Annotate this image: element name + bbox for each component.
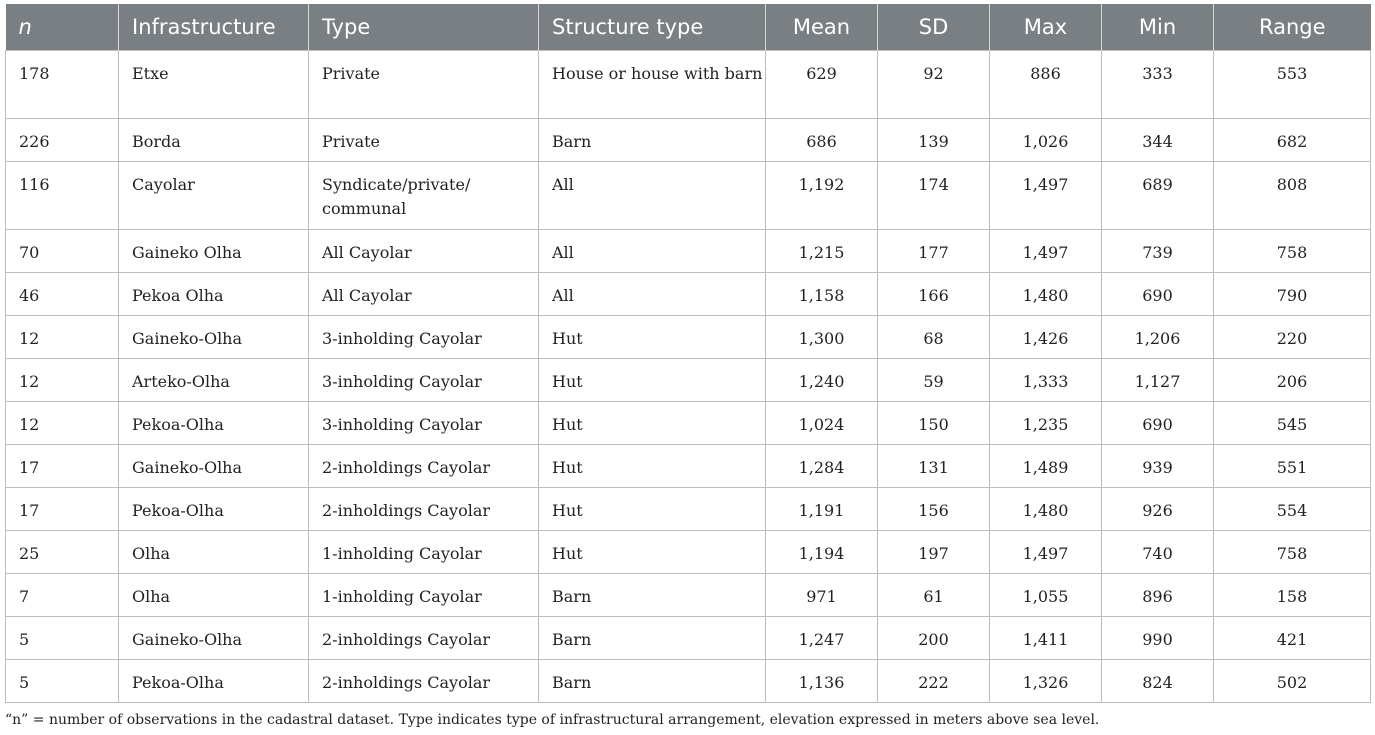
cell-sd: 150 bbox=[878, 401, 990, 444]
cell-sd: 139 bbox=[878, 118, 990, 161]
cell-sd: 59 bbox=[878, 358, 990, 401]
cell-structure-type: All bbox=[539, 272, 766, 315]
cell-type: 3-inholding Cayolar bbox=[309, 401, 539, 444]
table-row bbox=[6, 50, 1371, 118]
cell-max: 1,235 bbox=[990, 401, 1102, 444]
cell-infrastructure: Gaineko-Olha bbox=[119, 616, 309, 659]
cell-max: 1,326 bbox=[990, 659, 1102, 702]
cell-structure-type: All bbox=[539, 161, 766, 229]
cell-range: 545 bbox=[1214, 401, 1371, 444]
cell-n: 12 bbox=[6, 358, 119, 401]
cell-structure-type: Hut bbox=[539, 358, 766, 401]
cell-range: 758 bbox=[1214, 229, 1371, 272]
cell-type: All Cayolar bbox=[309, 229, 539, 272]
cell-type: All Cayolar bbox=[309, 272, 539, 315]
table-row bbox=[6, 573, 1371, 616]
cell-structure-type: Hut bbox=[539, 487, 766, 530]
table-row bbox=[6, 444, 1371, 487]
table-row bbox=[6, 358, 1371, 401]
cell-max: 1,026 bbox=[990, 118, 1102, 161]
cell-mean: 1,136 bbox=[766, 659, 878, 702]
table-header bbox=[6, 4, 1371, 50]
cell-sd: 61 bbox=[878, 573, 990, 616]
cell-max: 1,426 bbox=[990, 315, 1102, 358]
cell-range: 554 bbox=[1214, 487, 1371, 530]
cell-mean: 1,192 bbox=[766, 161, 878, 229]
cell-range: 682 bbox=[1214, 118, 1371, 161]
cell-max: 1,055 bbox=[990, 573, 1102, 616]
elevation-table bbox=[5, 4, 1371, 703]
table-row bbox=[6, 272, 1371, 315]
cell-structure-type: All bbox=[539, 229, 766, 272]
cell-sd: 174 bbox=[878, 161, 990, 229]
table-row bbox=[6, 401, 1371, 444]
header-row bbox=[6, 4, 1371, 50]
cell-min: 344 bbox=[1102, 118, 1214, 161]
cell-structure-type: Barn bbox=[539, 616, 766, 659]
cell-n: 7 bbox=[6, 573, 119, 616]
header-min: Min bbox=[1102, 4, 1214, 50]
cell-range: 790 bbox=[1214, 272, 1371, 315]
table-row bbox=[6, 487, 1371, 530]
cell-sd: 166 bbox=[878, 272, 990, 315]
cell-min: 689 bbox=[1102, 161, 1214, 229]
cell-range: 220 bbox=[1214, 315, 1371, 358]
cell-min: 926 bbox=[1102, 487, 1214, 530]
cell-sd: 197 bbox=[878, 530, 990, 573]
cell-max: 1,480 bbox=[990, 272, 1102, 315]
cell-min: 739 bbox=[1102, 229, 1214, 272]
cell-type: Private bbox=[309, 118, 539, 161]
cell-n: 17 bbox=[6, 444, 119, 487]
cell-n: 12 bbox=[6, 315, 119, 358]
cell-n: 178 bbox=[6, 50, 119, 118]
header-n-label: n bbox=[18, 14, 32, 39]
cell-mean: 1,194 bbox=[766, 530, 878, 573]
cell-mean: 1,158 bbox=[766, 272, 878, 315]
cell-type: 1-inholding Cayolar bbox=[309, 573, 539, 616]
cell-min: 990 bbox=[1102, 616, 1214, 659]
cell-range: 808 bbox=[1214, 161, 1371, 229]
cell-n: 70 bbox=[6, 229, 119, 272]
cell-n: 226 bbox=[6, 118, 119, 161]
cell-sd: 222 bbox=[878, 659, 990, 702]
cell-max: 1,411 bbox=[990, 616, 1102, 659]
cell-mean: 1,284 bbox=[766, 444, 878, 487]
cell-range: 158 bbox=[1214, 573, 1371, 616]
cell-infrastructure: Pekoa-Olha bbox=[119, 659, 309, 702]
cell-type: 3-inholding Cayolar bbox=[309, 358, 539, 401]
cell-min: 690 bbox=[1102, 272, 1214, 315]
table-row bbox=[6, 229, 1371, 272]
header-range: Range bbox=[1214, 4, 1371, 50]
cell-mean: 629 bbox=[766, 50, 878, 118]
cell-min: 333 bbox=[1102, 50, 1214, 118]
cell-infrastructure: Olha bbox=[119, 573, 309, 616]
cell-sd: 68 bbox=[878, 315, 990, 358]
cell-infrastructure: Cayolar bbox=[119, 161, 309, 229]
cell-min: 896 bbox=[1102, 573, 1214, 616]
cell-mean: 1,215 bbox=[766, 229, 878, 272]
cell-n: 5 bbox=[6, 616, 119, 659]
cell-infrastructure: Pekoa-Olha bbox=[119, 487, 309, 530]
cell-range: 206 bbox=[1214, 358, 1371, 401]
header-type: Type bbox=[309, 4, 539, 50]
table-row bbox=[6, 659, 1371, 702]
table-row bbox=[6, 616, 1371, 659]
cell-n: 5 bbox=[6, 659, 119, 702]
cell-n: 116 bbox=[6, 161, 119, 229]
cell-min: 740 bbox=[1102, 530, 1214, 573]
table-row bbox=[6, 530, 1371, 573]
cell-max: 1,333 bbox=[990, 358, 1102, 401]
cell-min: 690 bbox=[1102, 401, 1214, 444]
cell-mean: 686 bbox=[766, 118, 878, 161]
header-sd: SD bbox=[878, 4, 990, 50]
cell-range: 551 bbox=[1214, 444, 1371, 487]
cell-infrastructure: Gaineko-Olha bbox=[119, 315, 309, 358]
cell-type: Syndicate/private/ communal bbox=[309, 161, 539, 229]
cell-type: 2-inholdings Cayolar bbox=[309, 616, 539, 659]
cell-infrastructure: Olha bbox=[119, 530, 309, 573]
cell-min: 1,127 bbox=[1102, 358, 1214, 401]
cell-min: 1,206 bbox=[1102, 315, 1214, 358]
cell-range: 421 bbox=[1214, 616, 1371, 659]
cell-mean: 1,240 bbox=[766, 358, 878, 401]
cell-range: 502 bbox=[1214, 659, 1371, 702]
cell-sd: 92 bbox=[878, 50, 990, 118]
cell-sd: 200 bbox=[878, 616, 990, 659]
header-n bbox=[6, 4, 119, 50]
cell-type: 3-inholding Cayolar bbox=[309, 315, 539, 358]
cell-structure-type: Barn bbox=[539, 118, 766, 161]
cell-mean: 1,247 bbox=[766, 616, 878, 659]
cell-n: 25 bbox=[6, 530, 119, 573]
header-infrastructure: Infrastructure bbox=[119, 4, 309, 50]
cell-max: 1,497 bbox=[990, 530, 1102, 573]
header-max: Max bbox=[990, 4, 1102, 50]
cell-mean: 1,300 bbox=[766, 315, 878, 358]
cell-infrastructure: Arteko-Olha bbox=[119, 358, 309, 401]
cell-n: 17 bbox=[6, 487, 119, 530]
cell-type: Private bbox=[309, 50, 539, 118]
cell-infrastructure: Pekoa Olha bbox=[119, 272, 309, 315]
table-footnote: “n” = number of observations in the cadastral dataset. Type indicates type of infrastructural arrangement, elevation expressed in meters above sea level. bbox=[5, 711, 1100, 728]
cell-max: 1,497 bbox=[990, 229, 1102, 272]
cell-infrastructure: Borda bbox=[119, 118, 309, 161]
cell-max: 1,480 bbox=[990, 487, 1102, 530]
table-container bbox=[5, 4, 1370, 728]
cell-structure-type: House or house with barn bbox=[539, 50, 766, 118]
cell-mean: 971 bbox=[766, 573, 878, 616]
cell-infrastructure: Gaineko-Olha bbox=[119, 444, 309, 487]
cell-structure-type: Hut bbox=[539, 401, 766, 444]
cell-type: 2-inholdings Cayolar bbox=[309, 444, 539, 487]
cell-infrastructure: Gaineko Olha bbox=[119, 229, 309, 272]
cell-min: 939 bbox=[1102, 444, 1214, 487]
cell-mean: 1,191 bbox=[766, 487, 878, 530]
cell-structure-type: Hut bbox=[539, 315, 766, 358]
cell-type: 2-inholdings Cayolar bbox=[309, 487, 539, 530]
cell-n: 46 bbox=[6, 272, 119, 315]
cell-max: 1,497 bbox=[990, 161, 1102, 229]
cell-type: 2-inholdings Cayolar bbox=[309, 659, 539, 702]
header-mean: Mean bbox=[766, 4, 878, 50]
table-row bbox=[6, 315, 1371, 358]
cell-type: 1-inholding Cayolar bbox=[309, 530, 539, 573]
cell-n: 12 bbox=[6, 401, 119, 444]
cell-max: 1,489 bbox=[990, 444, 1102, 487]
cell-range: 758 bbox=[1214, 530, 1371, 573]
cell-min: 824 bbox=[1102, 659, 1214, 702]
cell-max: 886 bbox=[990, 50, 1102, 118]
cell-infrastructure: Pekoa-Olha bbox=[119, 401, 309, 444]
cell-mean: 1,024 bbox=[766, 401, 878, 444]
cell-sd: 177 bbox=[878, 229, 990, 272]
cell-structure-type: Hut bbox=[539, 444, 766, 487]
cell-structure-type: Hut bbox=[539, 530, 766, 573]
cell-sd: 131 bbox=[878, 444, 990, 487]
table-body bbox=[6, 50, 1371, 702]
cell-range: 553 bbox=[1214, 50, 1371, 118]
cell-structure-type: Barn bbox=[539, 573, 766, 616]
table-row bbox=[6, 161, 1371, 229]
table-row bbox=[6, 118, 1371, 161]
cell-infrastructure: Etxe bbox=[119, 50, 309, 118]
header-structure-type: Structure type bbox=[539, 4, 766, 50]
cell-sd: 156 bbox=[878, 487, 990, 530]
cell-structure-type: Barn bbox=[539, 659, 766, 702]
